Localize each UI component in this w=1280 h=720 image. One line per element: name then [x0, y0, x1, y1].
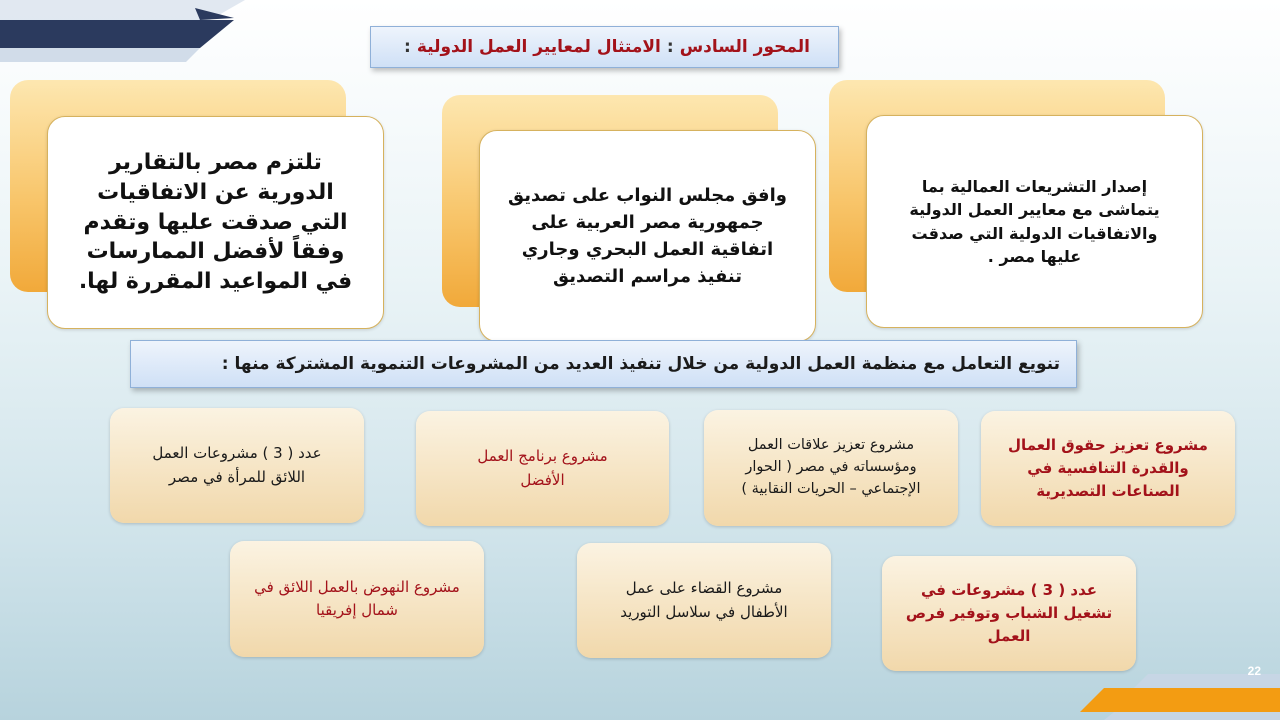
project-labour-relations-text: مشروع تعزيز علاقات العمل ومؤسساته في مصر ( الحوار الإجتماعي – الحريات النقابية ) [741, 437, 921, 497]
card-maritime [479, 130, 816, 342]
card-reports-text: تلتزم مصر بالتقارير الدورية عن الاتفاقيات التي صدقت عليها وتقدم وفقاً لأفضل الممارسات في المواعيد المقررة لها. [78, 150, 353, 295]
project-labour-relations [704, 410, 958, 526]
section-title: الامتثال لمعايير العمل الدولية [416, 37, 661, 57]
projects-header [130, 340, 1077, 388]
project-youth-employment [882, 556, 1136, 671]
project-workers-rights [981, 411, 1235, 526]
project-better-work [416, 411, 669, 526]
projects-header-text: تنويع التعامل مع منظمة العمل الدولية من خلال تنفيذ العديد من المشروعات التنموية المشتركة منها : [221, 354, 1060, 374]
card-legislation [866, 115, 1203, 328]
project-north-africa-text: مشروع النهوض بالعمل اللائق في شمال إفريقيا [254, 577, 460, 619]
project-better-work-text: مشروع برنامج العمل الأفضل [477, 447, 608, 489]
section-label: المحور السادس [679, 37, 810, 57]
project-child-labour-text: مشروع القضاء على عمل الأطفال في سلاسل التوريد [620, 579, 788, 621]
header-trailing-colon: : [404, 37, 411, 57]
card-reports [47, 116, 384, 329]
project-women-decent-work-text: عدد ( 3 ) مشروعات العمل اللائق للمرأة في مصر [152, 444, 322, 486]
card-maritime-text: وافق مجلس النواب على تصديق جمهورية مصر العربية على اتفاقية العمل البحري وجاري تنفيذ مراسم التصديق [508, 185, 787, 287]
project-women-decent-work [110, 408, 364, 523]
project-north-africa [230, 541, 484, 657]
page-number: 22 [1247, 664, 1261, 678]
project-workers-rights-text: مشروع تعزيز حقوق العمال والقدرة التنافسية في الصناعات التصديرية [1008, 435, 1208, 501]
top-left-banner-decoration [0, 0, 250, 70]
section-header [370, 26, 839, 68]
header-separator: : [666, 37, 674, 57]
card-legislation-text: إصدار التشريعات العمالية بما يتماشى مع معايير العمل الدولية والاتفاقيات الدولية التي صدقت عليها مصر . [909, 177, 1160, 266]
project-youth-employment-text: عدد ( 3 ) مشروعات في تشغيل الشباب وتوفير فرص العمل [905, 580, 1113, 646]
project-child-labour [577, 543, 831, 658]
